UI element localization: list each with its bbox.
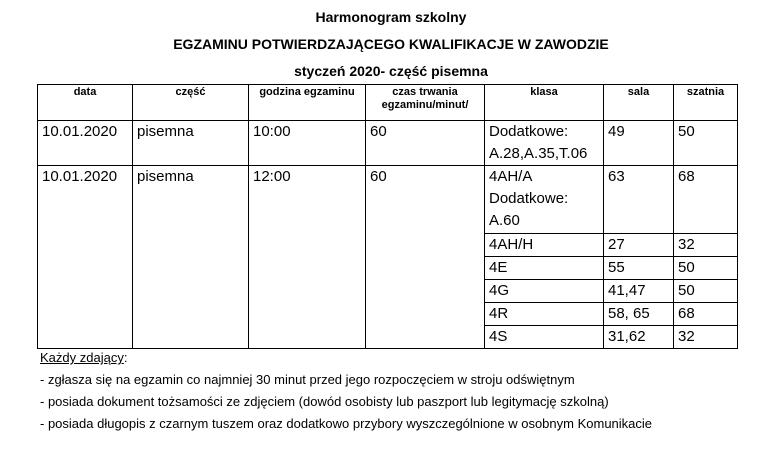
class-cell: 4R xyxy=(485,303,604,326)
header-klasa: klasa xyxy=(485,85,604,121)
header-row xyxy=(38,85,738,121)
note-item: - posiada dokument tożsamości ze zdjęciem (dowód osobisty lub paszport lub legitymację szkolną) xyxy=(40,394,609,409)
table-row xyxy=(38,121,738,166)
notes-section xyxy=(40,347,652,435)
class-cell: 4S xyxy=(485,326,604,349)
class-line: 4AH/A xyxy=(489,168,533,185)
class-line: Dodatkowe: xyxy=(489,123,569,140)
room-cell: 49 xyxy=(604,121,674,166)
header-sala: sala xyxy=(604,85,674,121)
header-godzina: godzina egzaminu xyxy=(249,85,366,121)
exam-title: EGZAMINU POTWIERDZAJĄCEGO KWALIFIKACJE W ZAWODZIE xyxy=(173,36,609,52)
exam-duration-cell: 60 xyxy=(366,121,485,166)
notes-header xyxy=(40,347,652,369)
note-item: - zgłasza się na egzamin co najmniej 30 minut przed jego rozpoczęciem w stroju odświętnym xyxy=(40,372,575,387)
notes-header-text: Każdy zdający xyxy=(40,350,124,365)
exam-part-cell: pisemna xyxy=(133,166,249,349)
exam-part-cell: pisemna xyxy=(133,121,249,166)
table-row xyxy=(38,166,738,234)
exam-date-cell: 10.01.2020 xyxy=(38,121,133,166)
class-cell xyxy=(485,121,604,166)
class-line: A.60 xyxy=(489,212,520,229)
header-data: data xyxy=(38,85,133,121)
cloakroom-cell: 50 xyxy=(674,257,738,280)
room-cell: 41,47 xyxy=(604,280,674,303)
schedule-title: Harmonogram szkolny xyxy=(315,9,467,25)
room-cell: 63 xyxy=(604,166,674,234)
cloakroom-cell: 32 xyxy=(674,234,738,257)
class-line: Dodatkowe: xyxy=(489,190,569,207)
room-cell: 55 xyxy=(604,257,674,280)
header-czas-line2: egzaminu/minut/ xyxy=(381,99,469,111)
room-cell: 27 xyxy=(604,234,674,257)
cloakroom-cell: 50 xyxy=(674,121,738,166)
exam-time-cell: 12:00 xyxy=(249,166,366,349)
cloakroom-cell: 50 xyxy=(674,280,738,303)
class-cell: 4G xyxy=(485,280,604,303)
class-cell: 4AH/H xyxy=(485,234,604,257)
schedule-table xyxy=(37,84,738,349)
exam-duration-cell: 60 xyxy=(366,166,485,349)
cloakroom-cell: 32 xyxy=(674,326,738,349)
cloakroom-cell: 68 xyxy=(674,303,738,326)
exam-date-cell: 10.01.2020 xyxy=(38,166,133,349)
class-line: A.28,A.35,T.06 xyxy=(489,145,588,162)
exam-session-title: styczeń 2020- część pisemna xyxy=(294,63,488,79)
header-czas xyxy=(366,85,485,121)
room-cell: 31,62 xyxy=(604,326,674,349)
notes-header-colon: : xyxy=(123,350,128,365)
note-item: - posiada długopis z czarnym tuszem oraz dodatkowo przybory wyszczególnione w osobnym Komunikacie xyxy=(40,416,653,431)
header-szatnia: szatnia xyxy=(674,85,738,121)
class-cell xyxy=(485,166,604,234)
room-cell: 58, 65 xyxy=(604,303,674,326)
header-czas-line1: czas trwania xyxy=(392,86,458,98)
exam-time-cell: 10:00 xyxy=(249,121,366,166)
class-cell: 4E xyxy=(485,257,604,280)
cloakroom-cell: 68 xyxy=(674,166,738,234)
header-czesc: część xyxy=(133,85,249,121)
